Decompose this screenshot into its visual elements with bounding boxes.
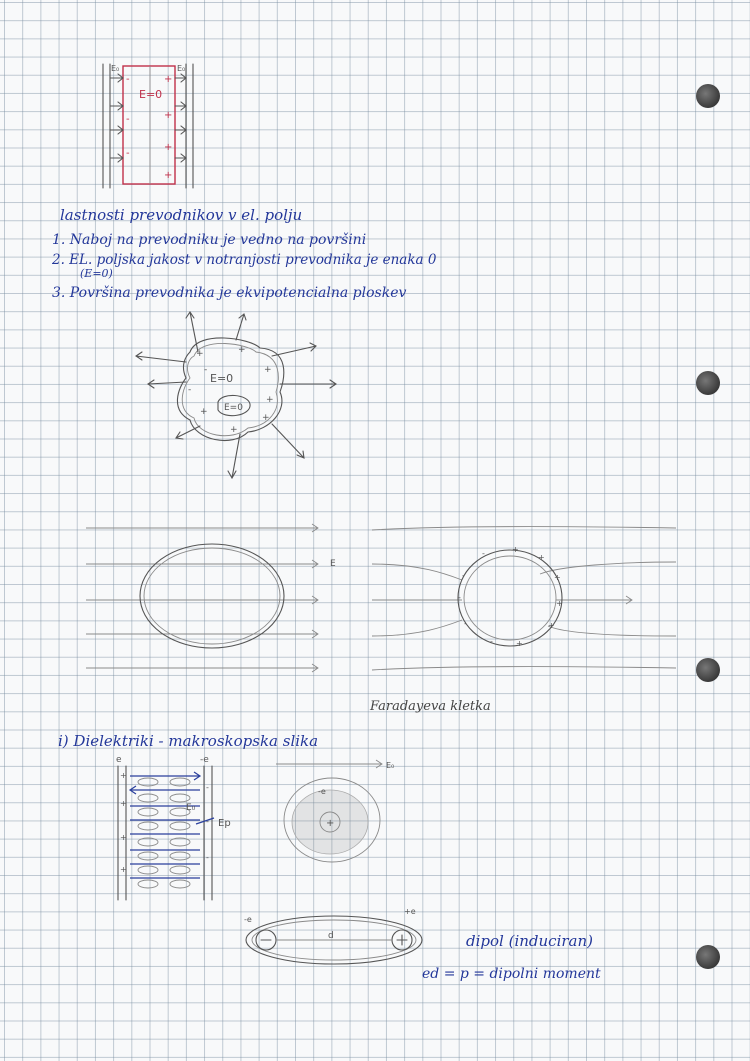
dipole-minus-label: -e (244, 915, 252, 924)
capacitor-dielectric-figure (116, 755, 231, 900)
nucleus-plus: + (326, 818, 335, 829)
svg-text:+: + (164, 142, 173, 153)
svg-text:+: + (266, 395, 274, 405)
inner-e-label: E=0 (224, 403, 243, 413)
plate-label-minus: -e (200, 755, 209, 765)
irregular-conductor-figure (136, 312, 336, 478)
list-item-3: 3. Površina prevodnika je ekvipotencialna ploskev (52, 285, 407, 301)
list-item-2: 2. EL. poljska jakost v notranjosti prevodnika je enaka 0 (52, 252, 437, 268)
svg-text:+: + (512, 545, 519, 554)
svg-text:+: + (548, 621, 555, 630)
svg-text:+: + (556, 599, 563, 608)
dipole-figure (244, 907, 422, 964)
svg-text:+: + (264, 365, 272, 375)
svg-text:-: - (462, 571, 465, 580)
svg-text:+: + (200, 407, 208, 417)
svg-text:-: - (464, 619, 467, 628)
svg-text:-: - (458, 593, 461, 602)
svg-text:+: + (120, 799, 127, 808)
e0-label: E₀ (186, 803, 196, 813)
svg-text:-: - (206, 853, 209, 862)
svg-text:-: - (206, 783, 209, 792)
atom-field-label: E₀ (386, 761, 395, 770)
dipole-plus-label: +e (404, 907, 416, 916)
electron-label: -e (318, 787, 326, 796)
svg-text:+: + (538, 553, 545, 562)
svg-text:+: + (120, 865, 127, 874)
uniform-field-circle-figure (86, 524, 336, 672)
svg-text:+: + (238, 345, 246, 355)
svg-text:+: + (554, 573, 561, 582)
heading-dielectric: i) Dielektriki - makroskopska slika (58, 732, 319, 750)
field-label-right: E₀ (177, 64, 186, 73)
atom-polarization-figure (276, 760, 394, 862)
svg-text:-: - (126, 148, 130, 159)
svg-text:+: + (516, 639, 523, 648)
heading-properties: lastnosti prevodnikov v el. polju (60, 206, 303, 224)
dipole-note: dipol (induciran) (466, 932, 593, 950)
svg-text:+: + (230, 425, 238, 435)
svg-text:-: - (204, 365, 208, 375)
svg-text:+: + (164, 170, 173, 181)
svg-text:-: - (126, 114, 130, 125)
list-item-1: 1. Naboj na prevodniku je vedno na površini (52, 232, 367, 248)
dipole-moment-note: ed = p = dipolni moment (422, 966, 601, 982)
svg-text:+: + (164, 74, 173, 85)
svg-text:+: + (196, 349, 204, 359)
ep-label: Ep (218, 818, 231, 829)
faraday-caption: Faradayeva kletka (370, 699, 491, 714)
plate-label-plus: e (116, 755, 122, 765)
svg-text:-: - (482, 549, 485, 558)
svg-text:+: + (120, 833, 127, 842)
svg-text:-: - (126, 74, 130, 85)
svg-text:-: - (206, 817, 209, 826)
svg-text:-: - (188, 385, 192, 395)
field-label-e: E (330, 559, 336, 569)
slab-inner-label: E=0 (139, 88, 163, 101)
svg-text:+: + (164, 110, 173, 121)
list-item-2-cont: (E=0) (80, 267, 113, 280)
faraday-cage-figure (369, 527, 676, 714)
conductor-slab-figure (103, 64, 193, 188)
field-label-left: E₀ (111, 64, 120, 73)
svg-text:-: - (490, 637, 493, 646)
dipole-distance-label: d (328, 931, 334, 941)
outer-e-label: E=0 (210, 372, 234, 385)
svg-text:+: + (120, 771, 127, 780)
svg-text:+: + (262, 413, 270, 423)
